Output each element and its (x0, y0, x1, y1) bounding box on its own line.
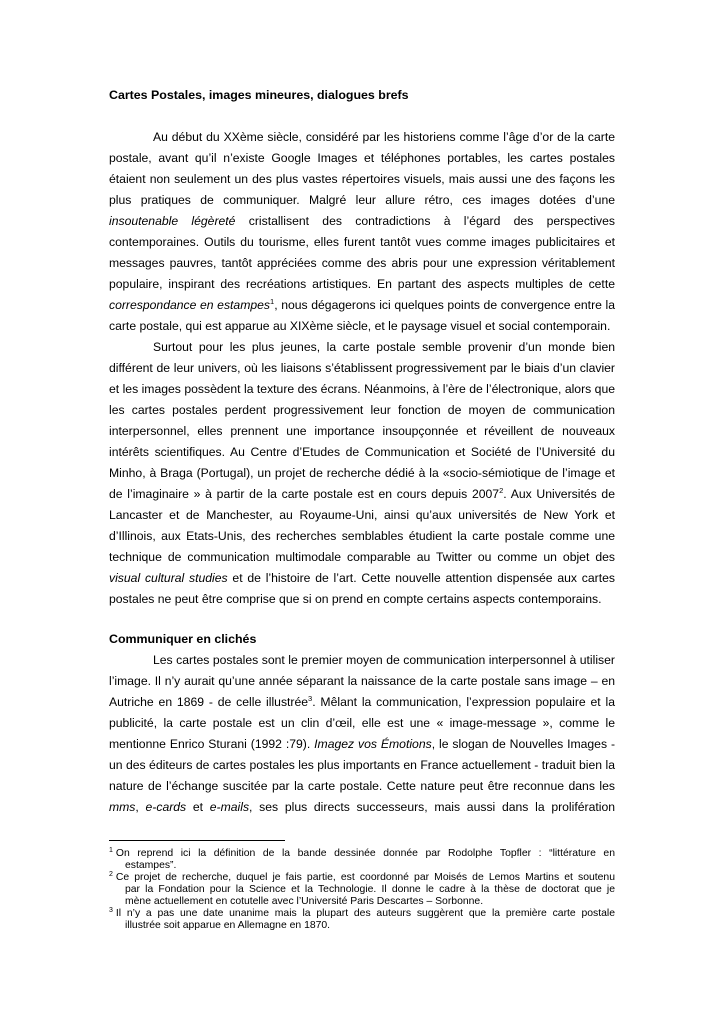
paragraph-line: visual cultural studies et de l’histoire de l’art. Cette nouvelle attention dispensée aux cartes (109, 571, 615, 585)
paragraph-line: intérêts scientifiques. Au Centre d’Etudes de Communication et Société de l’Université du (109, 445, 615, 459)
paragraph-line: publicité, la carte postale est un clin d’œil, elle est une « image-message », comme le (109, 716, 615, 730)
paragraph-line: insoutenable légèreté cristallisent des contradictions à l’égard des perspectives (109, 214, 615, 228)
footnote-1-cont: estampes”. (125, 860, 177, 871)
paragraph-line: différent de leur univers, où les liaisons s’établissent progressivement par le biais d’un clavier (109, 361, 615, 375)
footnote-ref[interactable]: 1 (270, 297, 275, 306)
paragraph-line: mms, e-cards et e-mails, ses plus directs successeurs, mais aussi dans la prolifération (109, 800, 616, 814)
paragraph-line: Au début du XXème siècle, considéré par les historiens comme l’âge d’or de la carte (153, 130, 615, 144)
footnote-ref[interactable]: 2 (499, 486, 504, 495)
footnote-number: 3 (109, 907, 113, 914)
paragraph-line: étaient non seulement un des plus vastes répertoires visuels, mais aussi une des façons les (109, 172, 615, 186)
paragraph-line: mentionne Enrico Sturani (1992 :79). Imagez vos Émotions, le slogan de Nouvelles Images - (109, 737, 615, 751)
paragraph-line: Autriche en 1869 - de celle illustrée$^3$. Mêlant la communication, l’expression populaire et la (109, 694, 615, 709)
paragraph-line: postales ne peut être comprise que si on prend en compte certains aspects contemporains. (109, 592, 602, 606)
paragraph-line: et les images possèdent la texture des écrans. Néanmoins, à l’ère de l’électronique, alors que (109, 382, 615, 396)
footnote-3: $^3$ Il n’y a pas une date unanime mais la plupart des auteurs suggèrent que la première carte postale (109, 907, 615, 919)
footnote-2: $^2$ Ce projet de recherche, duquel je fais partie, est coordonné par Moisés de Lemos Martins et soutenu (109, 871, 615, 883)
italic-phrase: correspondance en estampes (109, 298, 271, 312)
paragraph-line: les cartes postales perdent progressivement leur fonction de moyen de communication (109, 403, 615, 417)
italic-phrase: e-cards (145, 800, 187, 814)
footnote-2-cont: mène actuellement en cotutelle avec l’Université Paris Descartes – Sorbonne. (125, 896, 484, 907)
paragraph-line: de l’imaginaire » à partir de la carte postale est en cours depuis 2007$^2$. Aux Universités de (109, 486, 615, 501)
paragraph-line: un des éditeurs de cartes postales les plus importants en France actuellement - traduit bien la (109, 758, 615, 772)
paragraph-line: plus pratiques de communiquer. Malgré leur allure rétro, ces images dotées d’une (109, 193, 615, 207)
paragraph-line: Les cartes postales sont le premier moyen de communication interpersonnel à utiliser (153, 653, 615, 667)
paragraph-line: Lancaster et de Manchester, au Royaume-Uni, ainsi qu’aux universités de New York et (109, 508, 615, 522)
document-title: Cartes Postales, images mineures, dialogues brefs (109, 88, 409, 102)
italic-phrase: Imagez vos Émotions (314, 737, 432, 751)
paragraph-line: populaire, inspirant des recréations artistiques. En partant des aspects multiples de cette (109, 277, 615, 291)
section-heading: Communiquer en clichés (109, 632, 257, 646)
paragraph-line: contemporaines. Outils du tourisme, elles furent tantôt vues comme images publicitaires et (109, 235, 615, 249)
paragraph-line: interpersonnel, elles prennent une importance insoupçonnée et réveillent de nouveaux (109, 424, 615, 438)
italic-phrase: visual cultural studies (109, 571, 228, 585)
footnote-3-cont: illustrée soit apparue en Allemagne en 1870. (125, 920, 331, 931)
paragraph-line: l’image. Il n’y aurait qu’une année séparant la naissance de la carte postale sans image – en (109, 674, 615, 688)
paragraph-line: postale, avant qu’il n’existe Google Images et téléphones portables, les cartes postales (109, 151, 615, 165)
paragraph-line: carte postale, qui est apparue au XIXème siècle, et le paysage visuel et social contemporain. (109, 319, 611, 333)
paragraph-line: d’Illinois, aux Etats-Unis, des recherches semblables étudient la carte postale comme une (109, 529, 615, 543)
paragraph-line: technique de communication multimodale comparable au Twitter ou comme un objet des (109, 550, 615, 564)
footnote-1: $^1$ On reprend ici la définition de la bande dessinée donnée par Rodolphe Topfler : “littérature en (109, 847, 615, 859)
paragraph-line: correspondance en estampes$^1$, nous dégagerons ici quelques points de convergence entre la (109, 297, 615, 312)
footnote-number: 1 (109, 847, 113, 854)
footnote-separator (109, 840, 285, 841)
footnote-2-cont: par la Fondation pour la Science et la Technologie. Il donne le cadre à la thèse de doctorat que je (125, 884, 615, 895)
italic-phrase: mms (109, 800, 136, 814)
italic-phrase: insoutenable légèreté (109, 214, 236, 228)
italic-phrase: e-mails (209, 800, 250, 814)
paragraph-line: Minho, à Braga (Portugal), un projet de recherche dédié à la «socio-sémiotique de l’image et (109, 466, 615, 480)
footnote-number: 2 (109, 871, 113, 878)
paragraph-line: messages pauvres, tantôt appréciées comme des abris pour une expression véritablement (109, 256, 615, 270)
paragraph-line: nature de l’échange suscitée par la carte postale. Cette nature peut être reconnue dans les (109, 779, 615, 793)
footnote-ref[interactable]: 3 (308, 694, 313, 703)
paragraph-line: Surtout pour les plus jeunes, la carte postale semble provenir d’un monde bien (153, 340, 615, 354)
